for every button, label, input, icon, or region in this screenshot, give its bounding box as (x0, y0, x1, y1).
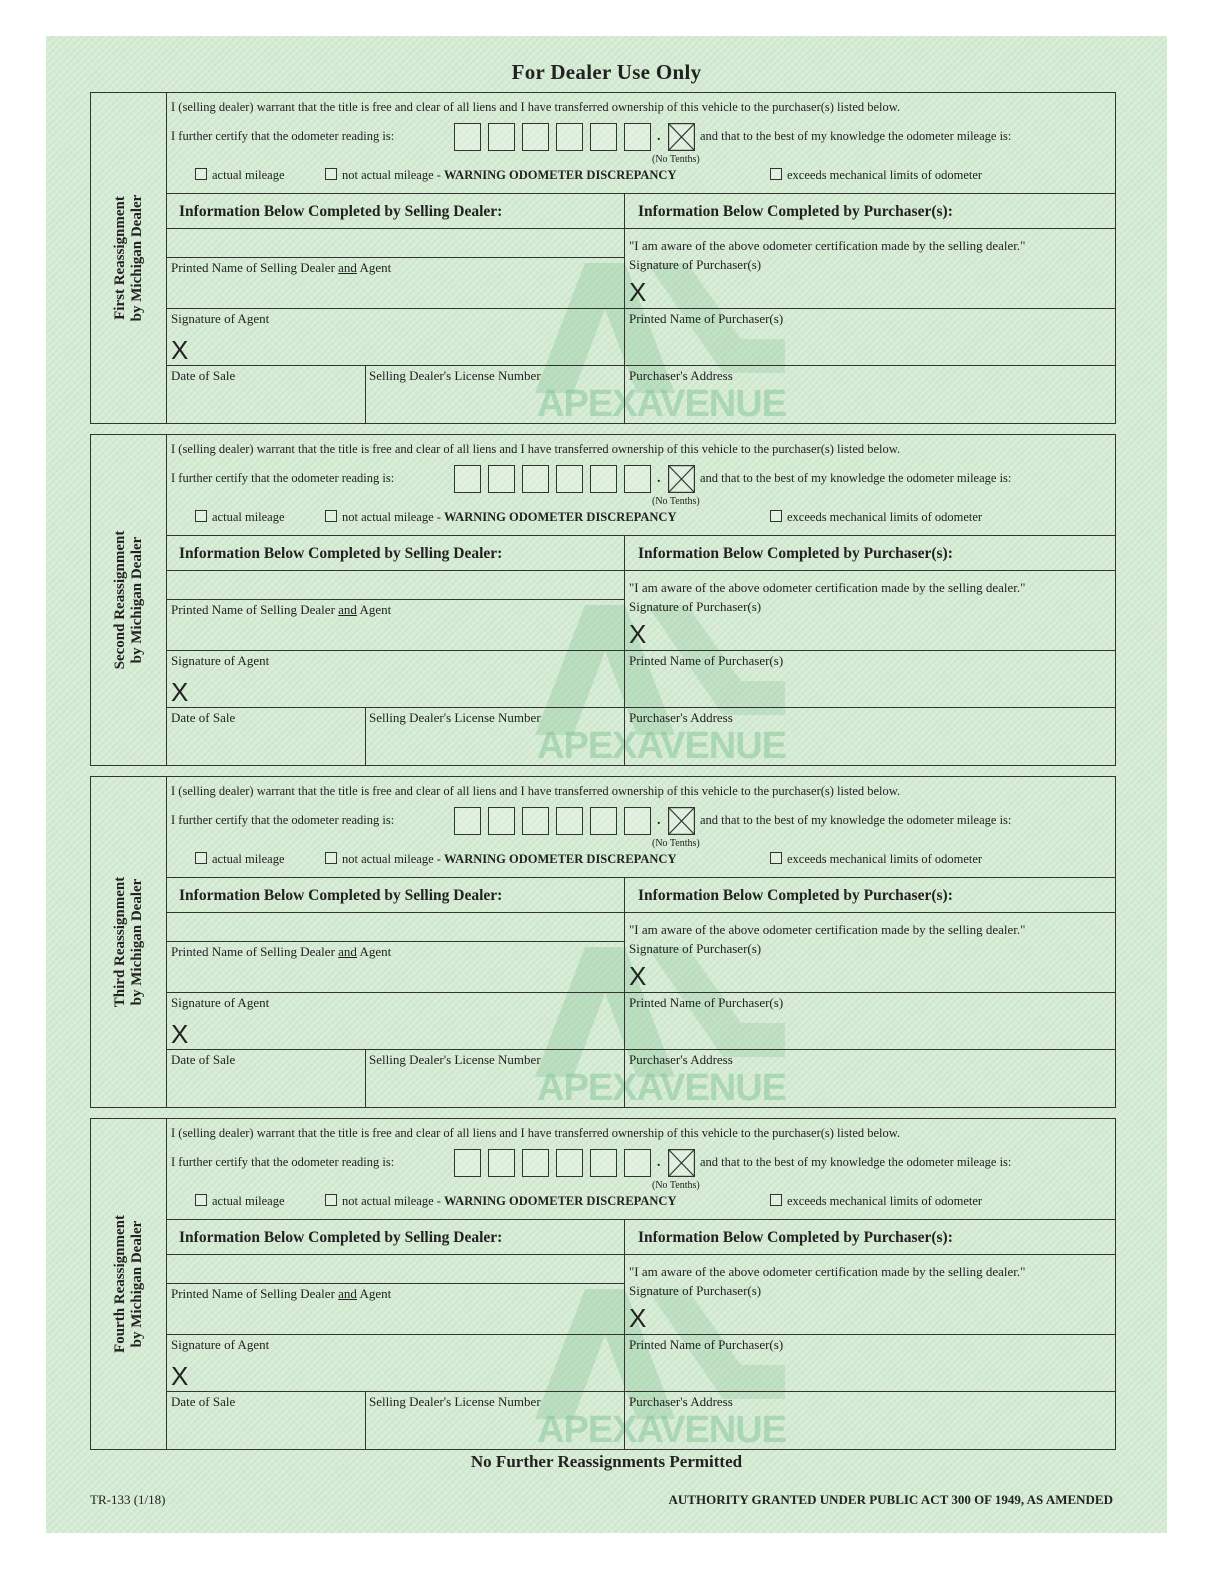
signature-agent-label: Signature of Agent (171, 1337, 270, 1352)
odometer-digit-box[interactable] (522, 1149, 549, 1177)
section-title (112, 531, 146, 670)
not-actual-mileage-option[interactable] (325, 510, 676, 525)
signature-purchaser-label: Signature of Purchaser(s) (629, 1283, 762, 1298)
page-title: For Dealer Use Only (511, 60, 702, 84)
mileage-options (171, 168, 1109, 186)
actual-mileage-option[interactable] (195, 852, 285, 867)
purchaser-info-header: Information Below Completed by Purchaser(s): (638, 1229, 953, 1246)
no-further-reassignments-note: No Further Reassignments Permitted (470, 1452, 743, 1471)
odometer-prefix: I further certify that the odometer reading is: (171, 813, 395, 827)
odometer-digit-box[interactable] (624, 123, 651, 151)
section-title-line1: Second Reassignment (112, 530, 128, 670)
reassignment-section (90, 434, 1116, 766)
watermark-text: APEXAVENUE (537, 1067, 787, 1109)
rule (167, 992, 1115, 993)
odometer-warning: WARNING ODOMETER DISCREPANCY (444, 168, 677, 182)
date-of-sale-label: Date of Sale (171, 368, 236, 383)
signature-purchaser-label: Signature of Purchaser(s) (629, 257, 762, 272)
no-tenths-label: (No Tenths) (652, 154, 700, 165)
date-of-sale-label: Date of Sale (171, 1394, 236, 1409)
odometer-suffix: and that to the best of my knowledge the odometer mileage is: (700, 471, 1012, 485)
odometer-prefix: I further certify that the odometer reading is: (171, 471, 395, 485)
rule (167, 570, 1115, 571)
printed-name-seller-label: Printed Name of Selling Dealer and Agent (171, 1286, 392, 1301)
printed-name-purchaser-label: Printed Name of Purchaser(s) (629, 653, 784, 668)
odometer-digit-box[interactable] (454, 807, 481, 835)
purchaser-signature-x-mark[interactable]: X (629, 961, 647, 991)
odometer-digit-box[interactable] (454, 123, 481, 151)
agent-signature-x-mark[interactable]: X (171, 1019, 189, 1049)
actual-mileage-checkbox[interactable] (195, 1194, 207, 1206)
watermark-text: APEXAVENUE (537, 1409, 787, 1451)
odometer-digit-box[interactable] (590, 123, 617, 151)
section-title-line2: by Michigan Dealer (129, 1220, 145, 1348)
rule (167, 877, 1115, 878)
agent-signature-x-mark[interactable]: X (171, 335, 189, 365)
actual-mileage-label: actual mileage (212, 1194, 285, 1208)
exceeds-limits-checkbox[interactable] (770, 852, 782, 864)
not-actual-mileage-option[interactable] (325, 852, 676, 867)
odometer-digit-box[interactable] (556, 807, 583, 835)
signature-agent-label: Signature of Agent (171, 311, 270, 326)
rule (167, 257, 624, 258)
section-title-line1: Fourth Reassignment (112, 1215, 128, 1353)
rule (365, 365, 366, 423)
odometer-digit-box[interactable] (624, 465, 651, 493)
odometer-digit-box[interactable] (522, 465, 549, 493)
mileage-options (171, 1194, 1109, 1212)
watermark-text: APEXAVENUE (537, 383, 787, 425)
section-title-line1: First Reassignment (112, 196, 128, 320)
section-side-label (91, 777, 167, 1107)
decimal-point: . (657, 1155, 661, 1170)
seller-name-field[interactable] (169, 1256, 622, 1282)
not-actual-mileage-checkbox[interactable] (325, 510, 337, 522)
printed-name-purchaser-label: Printed Name of Purchaser(s) (629, 311, 784, 326)
purchaser-address-label: Purchaser's Address (629, 710, 733, 725)
odometer-row (171, 1149, 1109, 1181)
rule (167, 1219, 1115, 1220)
not-actual-mileage-label: not actual mileage - (342, 168, 441, 182)
purchaser-address-label: Purchaser's Address (629, 1052, 733, 1067)
section-title (112, 877, 146, 1007)
seller-name-field[interactable] (169, 572, 622, 598)
no-tenths-label: (No Tenths) (652, 838, 700, 849)
rule (167, 1254, 1115, 1255)
decimal-point: . (657, 129, 661, 144)
not-actual-mileage-label: not actual mileage - (342, 1194, 441, 1208)
rule (167, 193, 1115, 194)
purchaser-address-label: Purchaser's Address (629, 1394, 733, 1409)
not-actual-mileage-checkbox[interactable] (325, 1194, 337, 1206)
section-side-label (91, 1119, 167, 1449)
actual-mileage-option[interactable] (195, 168, 285, 183)
reassignment-section (90, 776, 1116, 1108)
seller-name-field[interactable] (169, 230, 622, 256)
odometer-digit-box[interactable] (624, 1149, 651, 1177)
seller-info-header: Information Below Completed by Selling Dealer: (179, 1229, 503, 1246)
purchaser-signature-x-mark[interactable]: X (629, 1303, 647, 1333)
seller-info-header: Information Below Completed by Selling Dealer: (179, 203, 503, 220)
license-number-label: Selling Dealer's License Number (369, 1394, 541, 1409)
title-form-page (46, 36, 1167, 1533)
decimal-point: . (657, 813, 661, 828)
purchaser-address-label: Purchaser's Address (629, 368, 733, 383)
mileage-options (171, 852, 1109, 870)
actual-mileage-option[interactable] (195, 510, 285, 525)
signature-purchaser-label: Signature of Purchaser(s) (629, 941, 762, 956)
rule (167, 599, 624, 600)
odometer-certification (171, 93, 1109, 193)
section-side-label (91, 435, 167, 765)
form-number: TR-133 (1/18) (90, 1492, 166, 1507)
not-actual-mileage-option[interactable] (325, 1194, 676, 1209)
aware-statement: "I am aware of the above odometer certification made by the selling dealer." (629, 580, 1026, 595)
odometer-digit-box[interactable] (590, 1149, 617, 1177)
not-actual-mileage-option[interactable] (325, 168, 676, 183)
rule (167, 707, 1115, 708)
watermark-text: APEXAVENUE (537, 725, 787, 767)
actual-mileage-checkbox[interactable] (195, 852, 207, 864)
odometer-digit-box[interactable] (488, 123, 515, 151)
exceeds-limits-checkbox[interactable] (770, 1194, 782, 1206)
odometer-suffix: and that to the best of my knowledge the odometer mileage is: (700, 129, 1012, 143)
odometer-suffix: and that to the best of my knowledge the odometer mileage is: (700, 1155, 1012, 1169)
odometer-digit-box[interactable] (590, 807, 617, 835)
warrant-statement: I (selling dealer) warrant that the title is free and clear of all liens and I have transferred ownership of this vehicle to the purchaser(s) listed below. (171, 442, 901, 456)
odometer-suffix: and that to the best of my knowledge the odometer mileage is: (700, 813, 1012, 827)
rule (167, 308, 1115, 309)
exceeds-limits-label: exceeds mechanical limits of odometer (787, 510, 983, 524)
mileage-options (171, 510, 1109, 528)
odometer-digit-box[interactable] (522, 807, 549, 835)
odometer-digit-box[interactable] (624, 807, 651, 835)
odometer-certification (171, 1119, 1109, 1219)
odometer-certification (171, 777, 1109, 877)
actual-mileage-label: actual mileage (212, 852, 285, 866)
odometer-digit-box[interactable] (488, 807, 515, 835)
decimal-point: . (657, 471, 661, 486)
printed-name-seller-label: Printed Name of Selling Dealer and Agent (171, 944, 392, 959)
seller-name-field[interactable] (169, 914, 622, 940)
rule (167, 941, 624, 942)
seller-info-header: Information Below Completed by Selling Dealer: (179, 887, 503, 904)
license-number-label: Selling Dealer's License Number (369, 710, 541, 725)
actual-mileage-label: actual mileage (212, 168, 285, 182)
exceeds-limits-checkbox[interactable] (770, 168, 782, 180)
reassignment-section (90, 1118, 1116, 1450)
actual-mileage-option[interactable] (195, 1194, 285, 1209)
purchaser-signature-x-mark[interactable]: X (629, 619, 647, 649)
odometer-digit-box[interactable] (556, 1149, 583, 1177)
date-of-sale-label: Date of Sale (171, 710, 236, 725)
rule (167, 1334, 1115, 1335)
agent-signature-x-mark[interactable]: X (171, 677, 189, 707)
tenths-crossed-box-icon (668, 123, 695, 151)
rule (167, 1283, 624, 1284)
printed-name-purchaser-label: Printed Name of Purchaser(s) (629, 1337, 784, 1352)
odometer-digit-box[interactable] (454, 465, 481, 493)
aware-statement: "I am aware of the above odometer certification made by the selling dealer." (629, 238, 1026, 253)
not-actual-mileage-checkbox[interactable] (325, 852, 337, 864)
tenths-crossed-box-icon (668, 465, 695, 493)
warrant-statement: I (selling dealer) warrant that the title is free and clear of all liens and I have transferred ownership of this vehicle to the purchaser(s) listed below. (171, 1126, 901, 1140)
not-actual-mileage-checkbox[interactable] (325, 168, 337, 180)
tenths-crossed-box-icon (668, 1149, 695, 1177)
authority-statement: AUTHORITY GRANTED UNDER PUBLIC ACT 300 OF 1949, AS AMENDED (668, 1492, 1113, 1507)
odometer-digit-box[interactable] (454, 1149, 481, 1177)
seller-info-header: Information Below Completed by Selling Dealer: (179, 545, 503, 562)
exceeds-limits-option[interactable] (770, 852, 982, 867)
purchaser-info-header: Information Below Completed by Purchaser(s): (638, 887, 953, 904)
signature-purchaser-label: Signature of Purchaser(s) (629, 599, 762, 614)
rule (167, 1391, 1115, 1392)
exceeds-limits-option[interactable] (770, 510, 982, 525)
exceeds-limits-option[interactable] (770, 1194, 982, 1209)
purchaser-info-header: Information Below Completed by Purchaser(s): (638, 203, 953, 220)
odometer-digit-box[interactable] (590, 465, 617, 493)
aware-statement: "I am aware of the above odometer certification made by the selling dealer." (629, 1264, 1026, 1279)
agent-signature-x-mark[interactable]: X (171, 1361, 189, 1391)
actual-mileage-checkbox[interactable] (195, 510, 207, 522)
warrant-statement: I (selling dealer) warrant that the title is free and clear of all liens and I have transferred ownership of this vehicle to the purchaser(s) listed below. (171, 784, 901, 798)
license-number-label: Selling Dealer's License Number (369, 1052, 541, 1067)
reassignment-section (90, 92, 1116, 424)
purchaser-info-header: Information Below Completed by Purchaser(s): (638, 545, 953, 562)
no-tenths-label: (No Tenths) (652, 1180, 700, 1191)
odometer-digit-box[interactable] (556, 465, 583, 493)
license-number-label: Selling Dealer's License Number (369, 368, 541, 383)
odometer-digit-box[interactable] (522, 123, 549, 151)
odometer-row (171, 807, 1109, 839)
rule (365, 707, 366, 765)
section-title-line2: by Michigan Dealer (129, 536, 145, 664)
printed-name-purchaser-label: Printed Name of Purchaser(s) (629, 995, 784, 1010)
odometer-digit-box[interactable] (488, 1149, 515, 1177)
odometer-warning: WARNING ODOMETER DISCREPANCY (444, 852, 677, 866)
exceeds-limits-option[interactable] (770, 168, 982, 183)
odometer-warning: WARNING ODOMETER DISCREPANCY (444, 1194, 677, 1208)
rule (167, 365, 1115, 366)
odometer-certification (171, 435, 1109, 535)
printed-name-seller-label: Printed Name of Selling Dealer and Agent (171, 602, 392, 617)
odometer-row (171, 123, 1109, 155)
tenths-crossed-box-icon (668, 807, 695, 835)
section-title-line1: Third Reassignment (112, 876, 128, 1008)
rule (365, 1049, 366, 1107)
section-title (112, 1215, 146, 1353)
exceeds-limits-label: exceeds mechanical limits of odometer (787, 1194, 983, 1208)
odometer-row (171, 465, 1109, 497)
actual-mileage-label: actual mileage (212, 510, 285, 524)
odometer-digit-box[interactable] (556, 123, 583, 151)
warrant-statement: I (selling dealer) warrant that the title is free and clear of all liens and I have transferred ownership of this vehicle to the purchaser(s) listed below. (171, 100, 901, 114)
aware-statement: "I am aware of the above odometer certification made by the selling dealer." (629, 922, 1026, 937)
odometer-prefix: I further certify that the odometer reading is: (171, 1155, 395, 1169)
rule (167, 1049, 1115, 1050)
exceeds-limits-checkbox[interactable] (770, 510, 782, 522)
exceeds-limits-label: exceeds mechanical limits of odometer (787, 852, 983, 866)
not-actual-mileage-label: not actual mileage - (342, 510, 441, 524)
no-tenths-label: (No Tenths) (652, 496, 700, 507)
section-title-line2: by Michigan Dealer (129, 878, 145, 1006)
odometer-prefix: I further certify that the odometer reading is: (171, 129, 395, 143)
signature-agent-label: Signature of Agent (171, 653, 270, 668)
rule (167, 650, 1115, 651)
rule (365, 1391, 366, 1449)
section-side-label (91, 93, 167, 423)
purchaser-signature-x-mark[interactable]: X (629, 277, 647, 307)
odometer-digit-box[interactable] (488, 465, 515, 493)
date-of-sale-label: Date of Sale (171, 1052, 236, 1067)
signature-agent-label: Signature of Agent (171, 995, 270, 1010)
section-title-line2: by Michigan Dealer (129, 194, 145, 322)
rule (167, 535, 1115, 536)
actual-mileage-checkbox[interactable] (195, 168, 207, 180)
odometer-warning: WARNING ODOMETER DISCREPANCY (444, 510, 677, 524)
rule (167, 228, 1115, 229)
rule (167, 912, 1115, 913)
printed-name-seller-label: Printed Name of Selling Dealer and Agent (171, 260, 392, 275)
section-title (112, 195, 146, 322)
exceeds-limits-label: exceeds mechanical limits of odometer (787, 168, 983, 182)
not-actual-mileage-label: not actual mileage - (342, 852, 441, 866)
